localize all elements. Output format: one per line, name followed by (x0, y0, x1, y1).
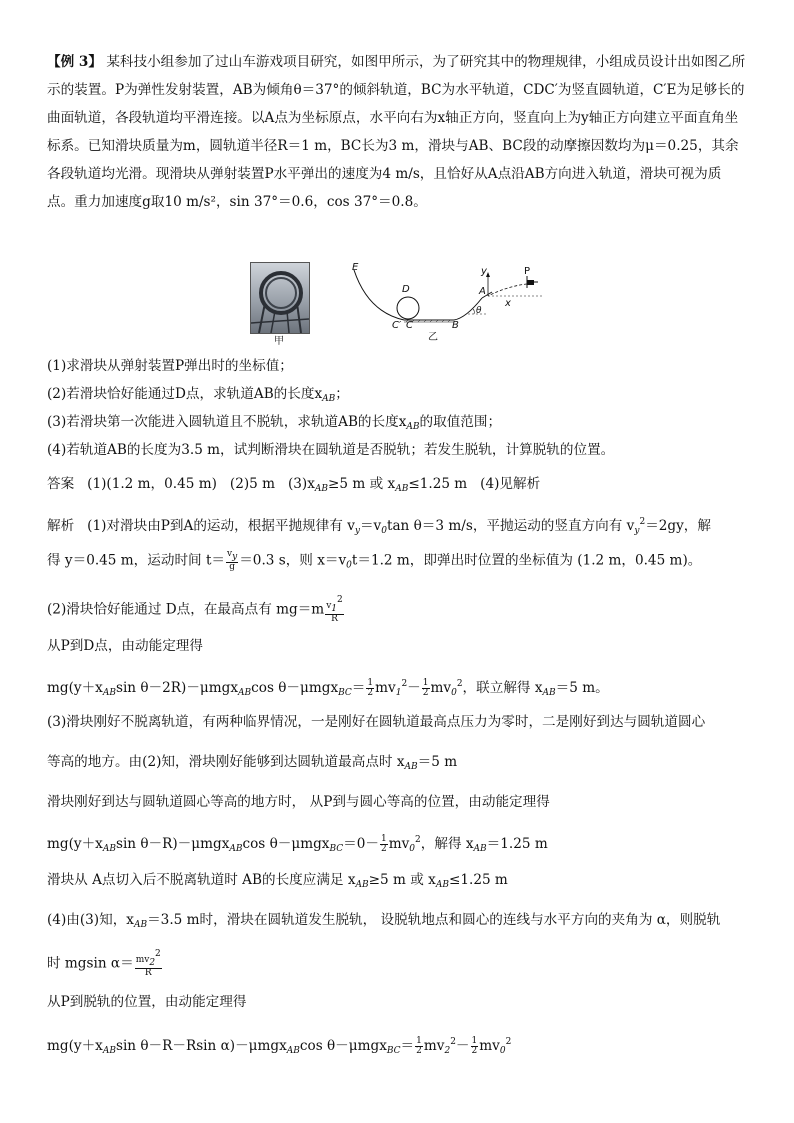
s3-sub-0: 0 (409, 844, 416, 854)
frac-half-2 (422, 679, 430, 698)
s2-sup-1: 2 (401, 679, 408, 689)
s3-sub-ab-1: AB (102, 844, 116, 854)
point-C-prime: C′ (392, 320, 402, 331)
frac-mv2sq-over-R (135, 950, 162, 978)
s2-eq-a: mg(y＋x (47, 680, 103, 696)
question-1-text: (1)求滑块从弹射装置P弹出时的坐标值； (47, 358, 293, 374)
s3-eq-g: ＝1.25 m (486, 836, 548, 852)
solution-3-line-2 (47, 752, 757, 777)
frac-v1-num: v (326, 601, 332, 611)
s2-eq-e: mv (375, 680, 396, 696)
s3-d-end: ≤1.25 m (448, 872, 508, 888)
s1-l2-a: 得 y＝0.45 m，运动时间 t＝ (47, 552, 226, 569)
frac-half-3-den: 2 (380, 844, 387, 854)
answer-2: (2)5 m (229, 476, 276, 492)
s3-d-mid: ≥5 m 或 x (368, 872, 436, 888)
s1-d: ＝2gy，解 (645, 518, 711, 534)
answer-3-sub-b: AB (395, 484, 409, 494)
s3-eq-d: ＝0－ (343, 836, 379, 852)
question-3-sub: AB (406, 422, 420, 432)
s1-l2-c: t＝1.2 m，即弹出时位置的坐标值为 (1.2 m，0.45 m)。 (351, 552, 702, 569)
point-E: E (352, 262, 359, 273)
frac-v1sq-over-R (325, 596, 344, 624)
s2-eq-b: sin θ－2R)－μmgx (115, 680, 239, 696)
s2-a: (2)滑块恰好能通过 D点，在最高点有 mg＝m (47, 601, 325, 618)
frac-half-1-num: 1 (367, 678, 374, 688)
answer-line (47, 474, 757, 499)
s2-sub-ab-1: AB (102, 688, 116, 698)
frac-half-3 (380, 835, 388, 854)
question-3-end: 的取值范围； (419, 414, 502, 430)
s1-sup-2: 2 (639, 517, 646, 527)
frac-half-2-num: 1 (422, 678, 429, 688)
answer-label: 答案 (47, 476, 75, 492)
frac-mv2-den: R (144, 968, 152, 978)
example-tag: 【例 3】 (47, 54, 102, 70)
point-P: P (524, 266, 531, 277)
s4-c: 从P到脱轨的位置，由动能定理得 (47, 994, 247, 1010)
point-D: D (402, 284, 410, 295)
roller-coaster-photo (250, 262, 310, 334)
frac-half-4 (415, 1037, 423, 1056)
axis-y-label: y (481, 266, 487, 277)
s2-eq-g: mv (430, 680, 452, 696)
frac-vy-over-g (226, 550, 238, 572)
s3-c: 滑块刚好到达与圆轨道圆心等高的地方时， 从P到与圆心等高的位置，由动能定理得 (47, 794, 550, 810)
frac-half-2-den: 2 (422, 688, 429, 698)
s3-eq-b: sin θ－R)－μmgx (115, 836, 230, 852)
s4-sup-0: 2 (505, 1037, 512, 1047)
s1-c: tan θ＝3 m/s，平抛运动的竖直方向有 v (386, 518, 635, 534)
question-2-end: ； (335, 386, 349, 402)
solution-4-equation (47, 1032, 757, 1061)
s4-eq-c: cos θ－μmgx (299, 1038, 387, 1054)
s2-sub-0: 0 (451, 688, 457, 698)
axis-x-label: x (505, 298, 511, 309)
s2-sub-ab-2: AB (238, 688, 252, 698)
s3-sub-ab-3: AB (473, 844, 487, 854)
loop-photo-icon (251, 263, 309, 333)
s3-d-sub-2: AB (435, 880, 449, 890)
s3-eq-f: ，解得 x (420, 836, 474, 852)
s3-eq-a: mg(y＋x (47, 836, 103, 852)
solution-3-line-4 (47, 870, 757, 895)
problem-text: 某科技小组参加了过山车游戏项目研究，如图甲所示，为了研究其中的物理规律，小组成员设计出如图乙所示的装置。P为弹性发射装置，AB为倾角θ＝37°的倾斜轨道，BC为水平轨道，CDC′为竖直圆轨道，C′E为足够长的曲面轨道，各段轨道均平滑连接。以A点为坐标原点，水平向右为x轴正方向，竖直向上为y轴正方向建立平面直角坐标系。已知滑块质量为m，圆轨道半径R＝1 m，BC长为3 m，滑块与AB、BC段的动摩擦因数均为μ＝0.25，其余各段轨道均光滑。现滑块从弹射装置P水平弹出的速度为4 m/s，且恰好从A点沿AB方向进入轨道，滑块可视为质点。重力加速度g取10 m/s²，sin 37°＝0.6，cos 37°＝0.8。 (47, 54, 746, 210)
s3-sub-ab-2: AB (229, 844, 243, 854)
s4-sup-2: 2 (450, 1037, 456, 1047)
question-4-text: (4)若轨道AB的长度为3.5 m，试判断滑块在圆轨道是否脱轨；若发生脱轨，计算脱轨的位置。 (47, 442, 615, 458)
frac-half-1-den: 2 (367, 688, 374, 698)
solution-1-line-2 (47, 550, 757, 576)
s4-a-sub: AB (133, 920, 148, 930)
answer-3-sub-a: AB (314, 484, 329, 494)
s2-eq-c: cos θ－μmgx (251, 680, 339, 696)
solution-4-line-2 (47, 950, 757, 978)
s4-sub-ab-1: AB (102, 1046, 116, 1056)
solution-1-line-1 (47, 512, 757, 541)
frac-v1-sup: 2 (337, 595, 343, 605)
s1-l2-b: ＝0.3 s，则 x＝v (239, 552, 347, 569)
solution-3-line-1 (47, 712, 757, 732)
s4-a: (4)由(3)知，x (47, 912, 134, 928)
answer-3-mid: ≥5 m 或 x (328, 476, 396, 492)
frac-v1-sub: 1 (331, 604, 338, 614)
s3-sup-0: 2 (415, 835, 421, 845)
frac-half-5 (471, 1037, 479, 1056)
question-3-text: (3)若滑块第一次能进入圆轨道且不脱轨，求轨道AB的长度x (47, 414, 407, 430)
answer-3-end: ≤1.25 m (408, 476, 468, 492)
point-A: A (479, 286, 486, 297)
solution-label: 解析 (47, 518, 75, 534)
question-3 (47, 412, 757, 437)
s1-b: ＝v (359, 518, 382, 534)
frac-vy-sub: y (232, 552, 238, 562)
s2-sub-ab-3: AB (542, 688, 556, 698)
question-2-sub: AB (322, 394, 336, 404)
s1-sub-y2: y (634, 526, 640, 536)
frac-v1-den: R (331, 614, 338, 624)
question-2-text: (2)若滑块恰好能通过D点，求轨道AB的长度x (47, 386, 323, 402)
s4-sub-0: 0 (499, 1046, 506, 1056)
s2-eq-d: ＝ (351, 680, 366, 696)
s3-d: 滑块从 A点切入后不脱离轨道时 AB的长度应满足 x (47, 872, 356, 888)
solution-2-equation (47, 674, 757, 703)
s1-sub-0: 0 (381, 526, 387, 536)
frac-vy-num: v (227, 549, 233, 559)
s4-eq-b: sin θ－R－Rsin α)－μmgx (115, 1038, 287, 1054)
s4-eq-e: mv (423, 1038, 445, 1054)
s4-sub-bc: BC (386, 1046, 401, 1056)
frac-half-1 (366, 679, 374, 698)
solution-2-line-2 (47, 636, 757, 656)
s2-eq-f: － (407, 680, 421, 696)
s4-eq-d: ＝ (400, 1038, 415, 1054)
s3-b-sub: AB (404, 762, 418, 772)
question-4 (47, 440, 757, 460)
question-2 (47, 384, 757, 409)
frac-half-3-num: 1 (380, 834, 387, 844)
label-jia: 甲 (274, 336, 284, 347)
point-B: B (452, 320, 459, 331)
frac-mv2-sup: 2 (155, 949, 161, 959)
s3-eq-c: cos θ－μmgx (242, 836, 330, 852)
s2-eq-i: ＝5 m。 (555, 680, 609, 696)
answer-1: (1)(1.2 m，0.45 m) (87, 476, 217, 492)
solution-3-equation (47, 830, 757, 859)
s1-sub-y: y (354, 526, 360, 536)
frac-mv2-num: mv (135, 955, 150, 965)
solution-3-line-3 (47, 792, 757, 812)
frac-half-4-num: 1 (416, 1036, 422, 1046)
s2-sub-bc: BC (338, 688, 352, 698)
s2-sub-1: 1 (395, 688, 402, 698)
s2-sup-0: 2 (456, 679, 463, 689)
problem-statement (47, 48, 747, 216)
s4-b: 时 mgsin α＝ (47, 955, 134, 972)
s4-eq-f: － (455, 1038, 470, 1054)
s2-eq-h: ，联立解得 x (462, 680, 543, 696)
s3-a: (3)滑块刚好不脱离轨道，有两种临界情况，一是刚好在圆轨道最高点压力为零时，二是刚好到达与圆轨道圆心 (47, 714, 706, 730)
question-1 (47, 356, 757, 376)
figure (250, 262, 550, 347)
frac-mv2-sub: 2 (149, 958, 156, 968)
frac-vy-den: g (229, 562, 235, 572)
s3-b-end: ＝5 m (417, 754, 458, 770)
answer-4: (4)见解析 (480, 476, 541, 492)
s4-a2: ＝3.5 m时，滑块在圆轨道发生脱轨， 设脱轨地点和圆心的连线与水平方向的夹角为 α，则脱轨 (147, 912, 721, 928)
s4-eq-a: mg(y＋x (47, 1038, 103, 1054)
solution-4-line-3 (47, 992, 757, 1012)
s3-sub-bc: BC (329, 844, 344, 854)
s2-b: 从P到D点，由动能定理得 (47, 638, 203, 654)
s3-d-sub-1: AB (355, 880, 369, 890)
point-C: C (406, 320, 413, 331)
s3-eq-e: mv (388, 836, 410, 852)
s4-eq-g: mv (479, 1038, 500, 1054)
frac-half-4-den: 2 (416, 1046, 422, 1056)
s4-sub-ab-2: AB (286, 1046, 300, 1056)
answer-3-pre: (3)x (287, 476, 315, 492)
solution-4-line-1 (47, 910, 757, 935)
label-yi: 乙 (428, 332, 438, 343)
frac-half-5-den: 2 (471, 1046, 478, 1056)
solution-2-line-1 (47, 596, 757, 624)
angle-theta: θ (476, 306, 482, 316)
s3-b: 等高的地方。由(2)知，滑块刚好能够到达圆轨道最高点时 x (47, 754, 405, 770)
s1-l2-sub-0: 0 (346, 560, 352, 571)
s1-a: (1)对滑块由P到A的运动，根据平抛规律有 v (87, 518, 355, 534)
s4-sub-2: 2 (444, 1046, 451, 1056)
frac-half-5-num: 1 (471, 1036, 478, 1046)
